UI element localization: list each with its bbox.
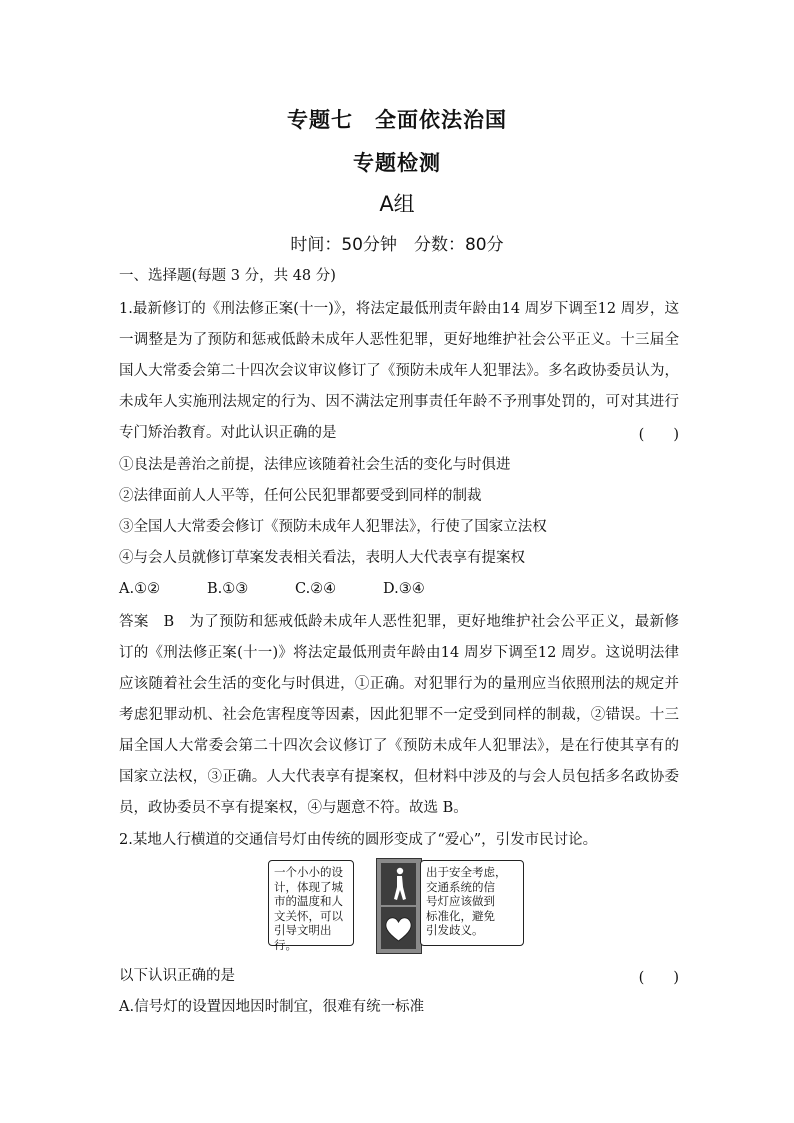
- q1-option-a: A.①②: [119, 581, 161, 597]
- topic-title: 专题七 全面依法治国: [287, 108, 507, 132]
- q1-statement: ②法律面前人人平等，任何公民犯罪都要受到同样的制裁: [119, 488, 482, 504]
- q2-answer-blank: ( ): [638, 970, 679, 986]
- q1-answer-line: 届全国人大常委会第二十四次会议修订了《预防未成年人犯罪法》，是在行使其享有的: [119, 738, 679, 754]
- q1-options: [119, 579, 679, 599]
- q1-statement: ③全国人大常委会修订《预防未成年人犯罪法》，行使了国家立法权: [119, 519, 547, 535]
- q1-answer-line: 考虑犯罪动机、社会危害程度等因素，因此犯罪不一定受到同样的制裁，②错误。十三: [119, 707, 679, 723]
- q1-statement: ①良法是善治之前提，法律应该随着社会生活的变化与时俱进: [119, 457, 511, 473]
- traffic-light-figure: [268, 858, 528, 956]
- q2-option-a: A.信号灯的设置因地因时制宜，很难有统一标准: [119, 999, 425, 1015]
- heart-light: [381, 907, 416, 949]
- speech-bubble-right: 出于安全考虑， 交通系统的信 号灯应该做到 标准化，避免 引发歧义。: [420, 860, 524, 946]
- q1-statement: ④与会人员就修订草案发表相关看法，表明人大代表享有提案权: [119, 550, 525, 566]
- q2-stem: 2.某地人行横道的交通信号灯由传统的圆形变成了“爱心”，引发市民讨论。: [119, 832, 598, 848]
- section-heading: 一、选择题(每题 3 分，共 48 分): [119, 268, 336, 284]
- pedestrian-light: [381, 863, 416, 905]
- pedestrian-icon: [381, 863, 416, 905]
- q1-stem-line: 未成年人实施刑法规定的行为、因不满法定刑事责任年龄不予刑事处罚的，可对其进行: [119, 394, 679, 410]
- test-subtitle: 专题检测: [353, 151, 441, 175]
- q2-question: 以下认识正确的是: [119, 968, 235, 984]
- q1-answer-line: 答案 B 为了预防和惩戒低龄未成年人恶性犯罪，更好地维护社会公平正义，最新修: [119, 614, 679, 630]
- q1-answer-line: 国家立法权，③正确。人大代表享有提案权，但材料中涉及的与会人员包括多名政协委: [119, 769, 679, 785]
- group-label: A组: [379, 192, 415, 216]
- q1-stem-line: 专门矫治教育。对此认识正确的是: [119, 425, 337, 441]
- q1-answer-line: 员，政协委员不享有提案权，④与题意不符。故选 B。: [119, 800, 468, 816]
- q1-answer-line: 订的《刑法修正案(十一)》将法定最低刑责年龄由14 周岁下调至12 周岁。这说明法律: [119, 645, 679, 661]
- q1-stem-line: 1.最新修订的《刑法修正案(十一)》，将法定最低刑责年龄由14 周岁下调至12 周岁，这: [119, 301, 679, 317]
- speech-bubble-left: 一个小小的设 计，体现了城 市的温度和人 文关怀，可以 引导文明出行。: [268, 860, 354, 946]
- q1-answer-line: 应该随着社会生活的变化与时俱进，①正确。对犯罪行为的量刑应当依照刑法的规定并: [119, 676, 679, 692]
- q1-stem-line: 一调整是为了预防和惩戒低龄未成年人恶性犯罪，更好地维护社会公平正义。十三届全: [119, 332, 679, 348]
- q1-option-c: C.②④: [295, 581, 337, 597]
- heart-traffic-light: [376, 858, 422, 954]
- q1-option-b: B.①③: [207, 581, 249, 597]
- q1-stem-line: 国人大常委会第二十四次会议审议修订了《预防未成年人犯罪法》。多名政协委员认为，: [119, 363, 679, 379]
- heart-icon: [381, 907, 416, 949]
- q1-answer-blank: ( ): [638, 427, 679, 443]
- time-score: 时间：50分钟 分数：80分: [290, 235, 504, 255]
- q1-option-d: D.③④: [383, 581, 425, 597]
